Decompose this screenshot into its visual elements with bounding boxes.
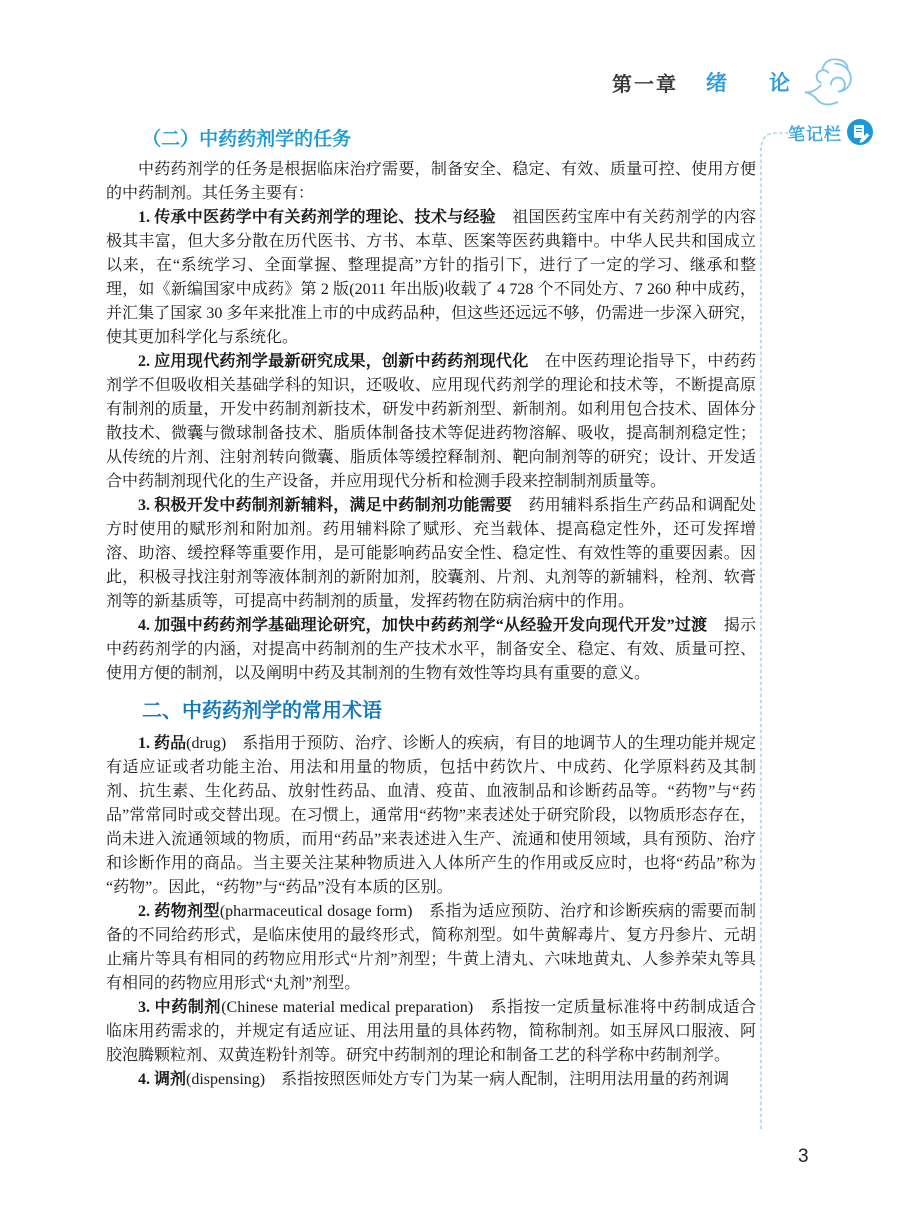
cloud-ornament-icon [800,52,860,106]
notes-column-label: 笔记栏 [788,124,842,144]
paragraph-task [106,206,756,350]
chapter-title-char: 论 [769,71,790,95]
paragraph-intro [106,158,756,206]
paragraph-task [106,614,756,686]
paragraph-task [106,494,756,614]
term-name: 4. 调剂 [138,1071,187,1088]
page-number: 3 [798,1146,809,1167]
paragraph-term [106,1068,756,1092]
task-body: 祖国医药宝库中有关药剂学的内容极其丰富，但大多分散在历代医书、方书、本草、医案等医药典籍中。中华人民共和国成立以来，在“系统学习、全面掌握、整理提高”方针的指引下，进行了一定的学习、继承和整理，如《新编国家中成药》第 2 版(2011 年出版)收载了 4 728 个不同处方、7 260 种中成药，并汇集了国家 30 多年来批准上市的中成药品种，但这些还远远不够，仍需进一步深入研究，使其更加科学化与系统化。 [106,209,756,346]
term-name: 3. 中药制剂 [138,999,222,1016]
task-body: 揭示中药药剂学的内涵，对提高中药制剂的生产技术水平，制备安全、稳定、有效、质量可控、使用方便的制剂，以及阐明中药及其制剂的生物有效性等均具有重要的意义。 [106,617,756,682]
notebook-pen-icon [846,118,874,146]
task-lead: 2. 应用现代药剂学最新研究成果，创新中药药剂现代化 [138,353,529,370]
term-body: 系指按一定质量标准将中药制成适合临床用药需求的，并规定有适应证、用法用量的具体药物，简称制剂。如玉屏风口服液、阿胶泡腾颗粒剂、双黄连粉针剂等。研究中药制剂的理论和制备工艺的科学称中药制剂学。 [106,999,756,1064]
term-english: (dispensing) [186,1071,266,1088]
term-english: (Chinese material medical preparation) [221,999,474,1016]
chapter-number: 第一章 [612,73,678,96]
paragraph-term [106,996,756,1068]
paragraph-text: 中药药剂学的任务是根据临床治疗需要，制备安全、稳定、有效、质量可控、使用方便的中药制剂。其任务主要有： [106,161,756,202]
term-name: 2. 药物剂型 [138,903,220,920]
task-body: 在中医药理论指导下，中药药剂学不但吸收相关基础学科的知识，还吸收、应用现代药剂学的理论和技术等，不断提高原有制剂的质量，开发中药制剂新技术，研发中药新剂型、新制剂。如利用包合技术、固体分散技术、微囊与微球制备技术、脂质体制备技术等促进药物溶解、吸收，提高制剂稳定性；从传统的片剂、注射剂转向微囊、脂质体等缓控释制剂、靶向制剂等的研究；设计、开发适合中药制剂现代化的生产设备，并应用现代分析和检测手段来控制制剂质量等。 [106,353,756,490]
section-heading-terms: 二、中药药剂学的常用术语 [142,700,382,722]
term-body: 系指按照医师处方专门为某一病人配制，注明用法用量的药剂调 [265,1071,730,1088]
term-english: (pharmaceutical dosage form) [219,903,413,920]
page-body-text [106,126,756,1092]
task-lead: 1. 传承中医药学中有关药剂学的理论、技术与经验 [138,209,496,226]
chapter-title-char: 绪 [706,71,727,95]
term-body: 系指用于预防、治疗、诊断人的疾病，有目的地调节人的生理功能并规定有适应证或者功能主治、用法和用量的物质，包括中药饮片、中成药、化学原料药及其制剂、抗生素、生化药品、放射性药品、血清、疫苗、血液制品和诊断药品等。“药物”与“药品”常常同时或交替出现。在习惯上，通常用“药物”来表述处于研究阶段，以物质形态存在，尚未进入流通领域的物质，而用“药品”来表述进入生产、流通和使用领域，具有预防、治疗和诊断作用的商品。当主要关注某种物质进入人体所产生的作用或反应时，也将“药品”称为“药物”。因此，“药物”与“药品”没有本质的区别。 [106,735,756,896]
term-english: (drug) [186,735,227,752]
term-name: 1. 药品 [138,735,187,752]
task-body: 药用辅料系指生产药品和调配处方时使用的赋形剂和附加剂。药用辅料除了赋形、充当载体、提高稳定性外，还可发挥增溶、助溶、缓控释等重要作用，是可能影响药品安全性、稳定性、有效性等的重要因素。因此，积极寻找注射剂等液体制剂的新附加剂，胶囊剂、片剂、丸剂等的新辅料，栓剂、软膏剂等的新基质等，可提高中药制剂的质量，发挥药物在防病治病中的作用。 [106,497,756,610]
subsection-heading-tasks: （二）中药药剂学的任务 [142,129,352,150]
task-lead: 4. 加强中药药剂学基础理论研究，加快中药药剂学“从经验开发向现代开发”过渡 [138,617,708,634]
task-lead: 3. 积极开发中药制剂新辅料，满足中药制剂功能需要 [138,497,513,514]
running-head [612,58,860,106]
paragraph-task [106,350,756,494]
notes-column-tab [788,118,874,146]
paragraph-term [106,900,756,996]
paragraph-term [106,732,756,900]
term-body: 系指为适应预防、治疗和诊断疾病的需要而制备的不同给药形式，是临床使用的最终形式，简称剂型。如牛黄解毒片、复方丹参片、元胡止痛片等具有相同的药物应用形式“片剂”剂型；牛黄上清丸、六味地黄丸、人参养荣丸等具有相同的药物应用形式“丸剂”剂型。 [106,903,756,992]
